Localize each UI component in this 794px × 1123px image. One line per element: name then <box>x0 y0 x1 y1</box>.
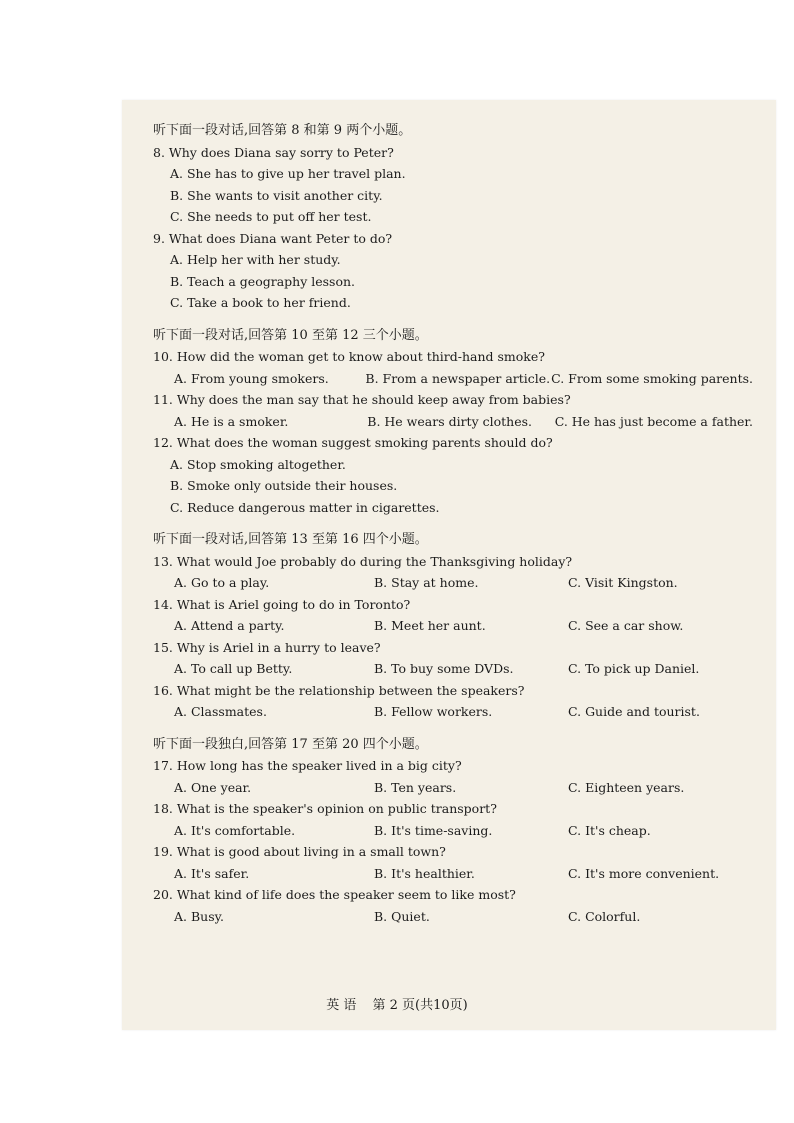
option-9b: B. Teach a geography lesson. <box>170 273 356 289</box>
option-16b: B. Fellow workers. <box>374 704 493 719</box>
option-10b: B. From a newspaper article. <box>365 370 551 386</box>
option-8c: C. She needs to put off her test. <box>170 209 372 224</box>
question-10: 10. How did the woman get to know about third-hand smoke? <box>153 349 545 364</box>
option-17c: C. Eighteen years. <box>568 779 685 795</box>
section-title: 听下面一段对话,回答第 10 至第 12 三个小题。 <box>153 327 428 343</box>
option-11c: C. He has just become a father. <box>554 413 753 429</box>
option-16c: C. Guide and tourist. <box>568 704 700 719</box>
options-13 <box>153 572 753 594</box>
section-4 <box>153 734 753 928</box>
question-14: 14. What is Ariel going to do in Toronto? <box>153 596 411 612</box>
question-12: 12. What does the woman suggest smoking parents should do? <box>153 435 553 450</box>
section-title: 听下面一段对话,回答第 13 至第 16 四个小题。 <box>153 532 428 547</box>
exam-content <box>153 120 753 927</box>
option-14c: C. See a car show. <box>568 618 684 633</box>
option-12b: B. Smoke only outside their houses. <box>170 478 398 493</box>
option-15c: C. To pick up Daniel. <box>568 661 700 676</box>
options-10 <box>153 368 753 390</box>
question-19: 19. What is good about living in a small town? <box>153 844 446 859</box>
question-11: 11. Why does the man say that he should keep away from babies? <box>153 392 571 407</box>
question-17: 17. How long has the speaker lived in a big city? <box>153 758 462 773</box>
option-19a: A. It's safer. <box>174 865 250 881</box>
option-15a: A. To call up Betty. <box>174 661 293 676</box>
options-16 <box>153 701 753 723</box>
option-13a: A. Go to a play. <box>174 575 270 590</box>
question-8: 8. Why does Diana say sorry to Peter? <box>153 144 394 160</box>
question-20: 20. What kind of life does the speaker seem to like most? <box>153 887 516 902</box>
options-20 <box>153 906 753 928</box>
section-title: 听下面一段独白,回答第 17 至第 20 四个小题。 <box>153 736 428 752</box>
options-15 <box>153 658 753 680</box>
question-15: 15. Why is Ariel in a hurry to leave? <box>153 639 381 655</box>
option-18a: A. It's comfortable. <box>174 822 296 838</box>
option-14b: B. Meet her aunt. <box>374 618 486 633</box>
option-9c: C. Take a book to her friend. <box>170 295 351 310</box>
option-9a: A. Help her with her study. <box>170 252 341 267</box>
option-14a: A. Attend a party. <box>174 618 285 633</box>
option-15b: B. To buy some DVDs. <box>374 661 514 676</box>
option-12a: A. Stop smoking altogether. <box>170 456 346 472</box>
question-9: 9. What does Diana want Peter to do? <box>153 230 393 246</box>
option-8b: B. She wants to visit another city. <box>170 187 383 203</box>
option-16a: A. Classmates. <box>174 704 267 719</box>
option-20a: A. Busy. <box>174 908 224 924</box>
option-11b: B. He wears dirty clothes. <box>367 413 532 429</box>
footer-page-number: 第 2 页(共10页) <box>372 998 468 1013</box>
section-title: 听下面一段对话,回答第 8 和第 9 两个小题。 <box>153 123 412 138</box>
question-18: 18. What is the speaker's opinion on public transport? <box>153 801 497 816</box>
options-18 <box>153 820 753 842</box>
options-14 <box>153 615 753 637</box>
question-13: 13. What would Joe probably do during the Thanksgiving holiday? <box>153 553 573 569</box>
option-8a: A. She has to give up her travel plan. <box>170 166 406 181</box>
option-18c: C. It's cheap. <box>568 822 651 838</box>
option-13c: C. Visit Kingston. <box>568 575 678 590</box>
question-16: 16. What might be the relationship between the speakers? <box>153 682 525 698</box>
page-footer <box>0 994 794 1013</box>
options-17 <box>153 777 753 799</box>
option-10c: C. From some smoking parents. <box>551 370 753 386</box>
option-19b: B. It's healthier. <box>374 865 475 881</box>
option-20c: C. Colorful. <box>568 908 641 924</box>
option-18b: B. It's time-saving. <box>374 822 493 838</box>
option-17b: B. Ten years. <box>374 779 457 795</box>
section-2 <box>153 325 753 519</box>
section-3 <box>153 529 753 723</box>
option-12c: C. Reduce dangerous matter in cigarettes. <box>170 499 440 515</box>
options-19 <box>153 863 753 885</box>
option-20b: B. Quiet. <box>374 908 430 924</box>
footer-subject: 英 语 <box>326 998 357 1013</box>
option-19c: C. It's more convenient. <box>568 865 720 881</box>
option-13b: B. Stay at home. <box>374 575 479 590</box>
option-10a: A. From young smokers. <box>174 370 329 386</box>
options-11 <box>153 411 753 433</box>
option-11a: A. He is a smoker. <box>174 413 289 429</box>
option-17a: A. One year. <box>174 779 252 795</box>
section-1 <box>153 120 753 314</box>
